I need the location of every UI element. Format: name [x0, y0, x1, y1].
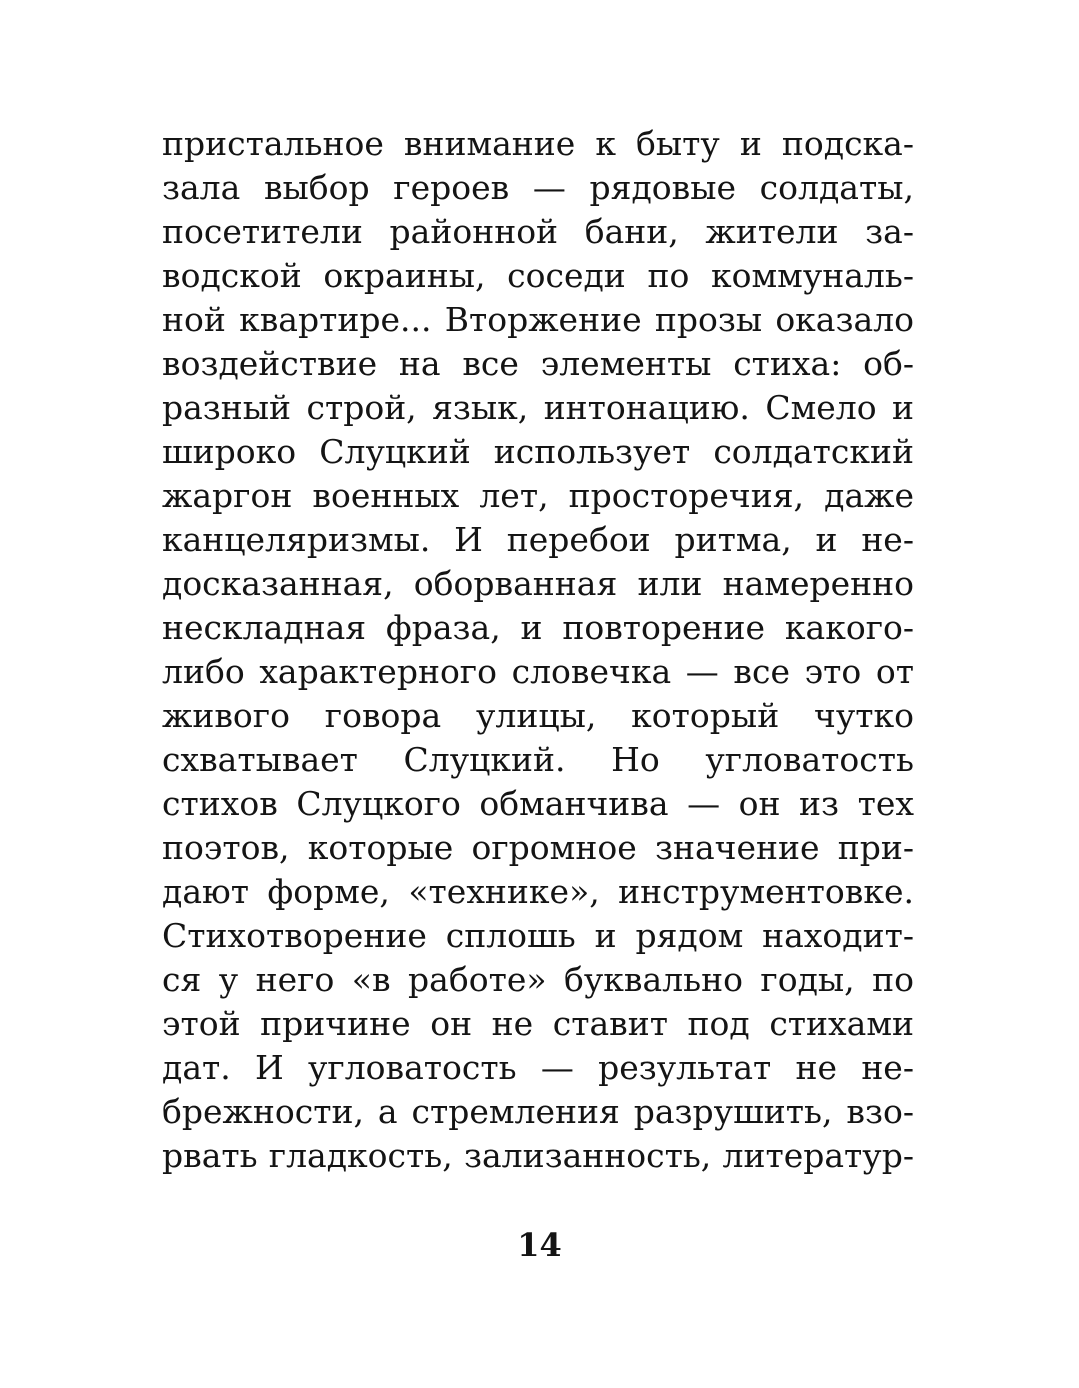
text-line: стихов Слуцкого обманчива — он из тех — [162, 784, 914, 823]
text-line: широко Слуцкий использует солдатский — [162, 432, 914, 471]
text-line: брежности, а стремления разрушить, взо- — [162, 1092, 914, 1131]
text-line: рвать гладкость, зализанность, литератур- — [162, 1136, 914, 1175]
text-line: поэтов, которые огромное значение при- — [162, 828, 914, 867]
text-line: схватывает Слуцкий. Но угловатость — [162, 740, 914, 779]
text-line: водской окраины, соседи по коммуналь- — [162, 256, 914, 295]
text-line: канцеляризмы. И перебои ритма, и не- — [162, 520, 914, 559]
text-line: зала выбор героев — рядовые солдаты, — [162, 168, 914, 207]
text-line: ной квартире... Вторжение прозы оказало — [162, 300, 914, 339]
text-line: нескладная фраза, и повторение какого- — [162, 608, 914, 647]
text-line: дают форме, «технике», инструментовке. — [162, 872, 914, 911]
text-line: посетители районной бани, жители за- — [162, 212, 914, 251]
text-line: живого говора улицы, который чутко — [162, 696, 914, 735]
text-line: воздействие на все элементы стиха: об- — [162, 344, 914, 383]
text-line: этой причине он не ставит под стихами — [162, 1004, 914, 1043]
text-line: жаргон военных лет, просторечия, даже — [162, 476, 914, 515]
text-line: пристальное внимание к быту и подска- — [162, 124, 914, 163]
text-line: досказанная, оборванная или намеренно — [162, 564, 914, 603]
text-line: разный строй, язык, интонацию. Смело и — [162, 388, 914, 427]
text-line: дат. И угловатость — результат не не- — [162, 1048, 914, 1087]
page-number: 14 — [517, 1226, 562, 1264]
text-line: ся у него «в работе» буквально годы, по — [162, 960, 914, 999]
text-line: либо характерного словечка — все это от — [162, 652, 914, 691]
text-line: Стихотворение сплошь и рядом находит- — [162, 916, 914, 955]
